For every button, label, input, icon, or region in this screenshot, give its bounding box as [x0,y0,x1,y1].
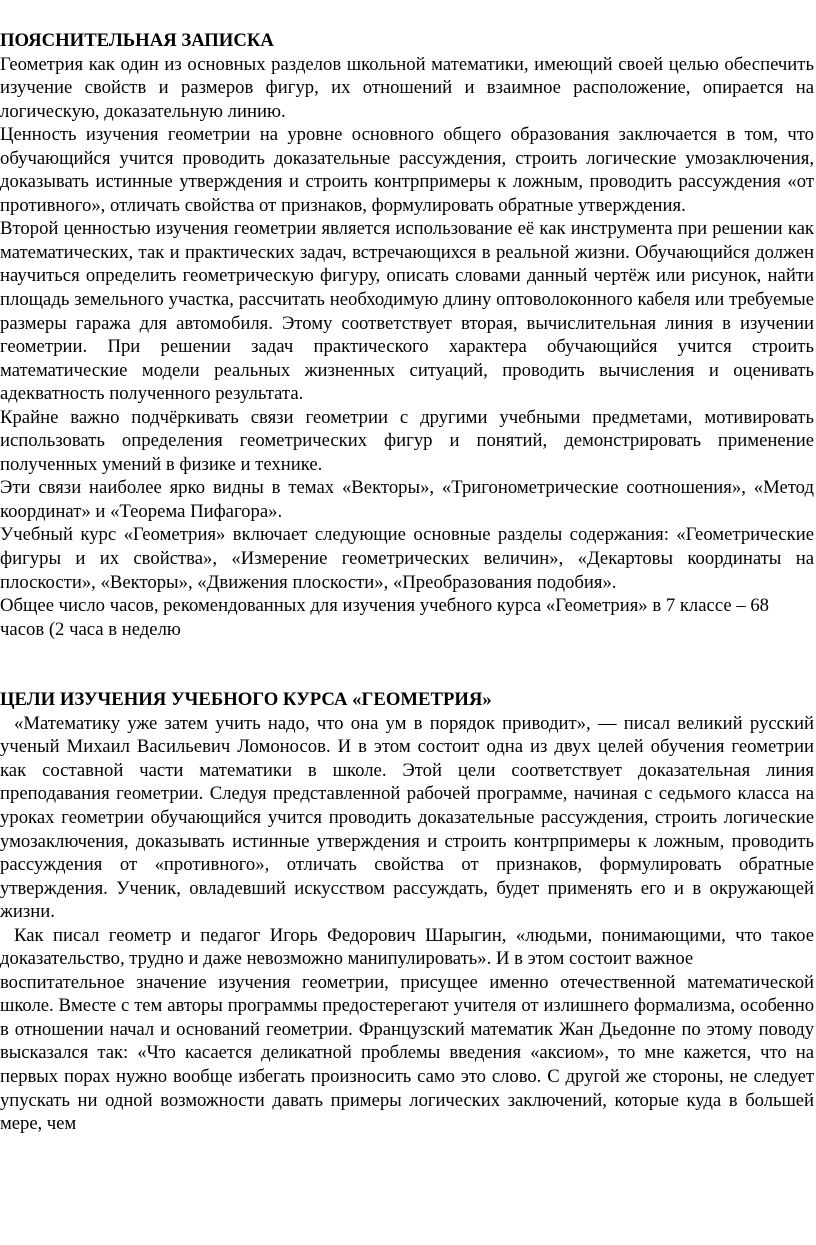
paragraph-1: Геометрия как один из основных разделов школьной математики, имеющий своей целью обеспечить изучение свойств и размеров фигур, их отношений и взаимное расположение, опирается на логическую, доказательную линию. [0,53,814,122]
document-page [0,29,814,1136]
paragraph-2: Ценность изучения геометрии на уровне основного общего образования заключается в том, что обучающийся учится проводить доказательные рассуждения, строить логические умозаключения, доказывать истинные утверждения и строить контрпримеры к ложным, проводить рассуждения «от противного», отличать свойства от признаков, формулировать обратные утверждения. [0,124,814,216]
paragraph-4: Крайне важно подчёркивать связи геометрии с другими учебными предметами, мотивировать использовать определения геометрических фигур и понятий, демонстрировать применение полученных умений в физике и технике. [0,406,814,475]
paragraph-5: Эти связи наиболее ярко видны в темах «Векторы», «Тригонометрические соотношения», «Метод координат» и «Теорема Пифагора». [0,477,814,522]
paragraph-6: Учебный курс «Геометрия» включает следующие основные разделы содержания: «Геометрические фигуры и их свойства», «Измерение геометрических величин», «Декартовы координаты на плоскости», «Векторы», «Движения плоскости», «Преобразования подобия». [0,524,814,593]
goals-paragraph-2: Как писал геометр и педагог Игорь Федорович Шарыгин, «людьми, понимающими, что такое доказательство, трудно и даже невозможно манипулировать». И в этом состоит важное [0,924,814,970]
section-spacer [0,641,814,688]
goals-paragraph-1: «Математику уже затем учить надо, что она ум в порядок приводит», — писал великий русский ученый Михаил Васильевич Ломоносов. И в этом состоит одна из двух целей обучения геометрии как составной части математики в школе. Этой цели соответствует доказательная линия преподавания геометрии. Следуя представленной рабочей программе, начиная с седьмого класса на уроках геометрии обучающийся учится проводить доказательные рассуждения, строить логические умозаключения, доказывать истинные утверждения и строить контрпримеры к ложным, проводить рассуждения от «противного», отличать свойства от признаков, формулировать обратные утверждения. Ученик, овладевший искусством рассуждать, будет применять его и в окружающей жизни. [0,712,814,923]
goals-paragraph-3: воспитательное значение изучения геометрии, присущее именно отечественной математической школе. Вместе с тем авторы программы предостерегают учителя от излишнего формализма, особенно в отношении начал и оснований геометрии. Французский математик Жан Дьедонне по этому поводу высказался так: «Что касается деликатной проблемы введения «аксиом», то мне кажется, что на первых порах нужно вообще избегать произносить само это слово. С другой же стороны, не следует упускать ни одной возможности давать примеры логических заключений, которые куда в большей мере, чем [0,971,814,1135]
section-heading-course-goals: ЦЕЛИ ИЗУЧЕНИЯ УЧЕБНОГО КУРСА «ГЕОМЕТРИЯ» [0,689,492,711]
section-heading-explanatory-note: ПОЯСНИТЕЛЬНАЯ ЗАПИСКА [0,30,274,51]
paragraph-7: Общее число часов, рекомендованных для изучения учебного курса «Геометрия» в 7 классе – 68 часов (2 часа в неделю [0,595,770,640]
paragraph-3: Второй ценностью изучения геометрии является использование её как инструмента при решении как математических, так и практических задач, встречающихся в реальной жизни. Обучающийся должен научиться определить геометрическую фигуру, описать словами данный чертёж или рисунок, найти площадь земельного участка, рассчитать необходимую длину оптоволоконного кабеля или требуемые размеры гаража для автомобиля. Этому соответствует вторая, вычислительная линия в изучении геометрии. При решении задач практического характера обучающийся учится строить математические модели реальных жизненных ситуаций, проводить вычисления и оценивать адекватность полученного результата. [0,218,814,405]
